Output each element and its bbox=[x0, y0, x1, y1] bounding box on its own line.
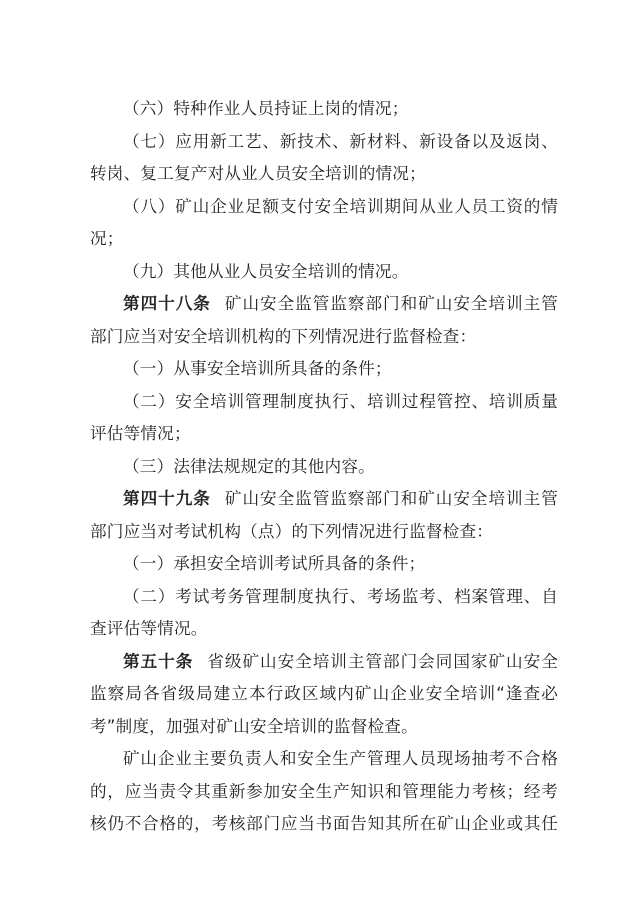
article-48-clause-2-line-2 bbox=[90, 418, 558, 451]
article-number: 第五十条 bbox=[123, 651, 194, 671]
line-text: 评估等情况； bbox=[90, 424, 191, 443]
line-text: 核仍不合格的，考核部门应当书面告知其所在矿山企业或其任 bbox=[90, 814, 558, 833]
clause-7-line-2 bbox=[90, 158, 558, 191]
clause-7-line-1 bbox=[90, 126, 558, 159]
line-text: 矿山安全监管监察部门和矿山安全培训主管 bbox=[224, 489, 558, 508]
paragraph-line-2 bbox=[90, 776, 558, 809]
line-text: 省级矿山安全培训主管部门会同国家矿山安全 bbox=[207, 651, 558, 671]
line-text: 部门应当对安全培训机构的下列情况进行监督检查： bbox=[90, 326, 477, 346]
line-text: 部门应当对考试机构（点）的下列情况进行监督检查： bbox=[90, 521, 494, 541]
article-48-line-1 bbox=[90, 288, 558, 321]
paragraph-line-1 bbox=[90, 743, 558, 776]
article-49-clause-2-line-1 bbox=[90, 581, 558, 614]
line-text: 监察局各省级局建立本行政区域内矿山企业安全培训“逢查必 bbox=[90, 684, 558, 703]
line-text: （八）矿山企业足额支付安全培训期间从业人员工资的情 bbox=[123, 196, 558, 216]
line-text: （三）法律法规规定的其他内容。 bbox=[123, 456, 375, 476]
line-text: （九）其他从业人员安全培训的情况。 bbox=[123, 261, 409, 281]
paragraph-line-3 bbox=[90, 808, 558, 841]
article-49-line-1 bbox=[90, 483, 558, 516]
line-text: 矿山安全监管监察部门和矿山安全培训主管 bbox=[224, 294, 558, 313]
article-49-clause-1 bbox=[90, 548, 558, 581]
line-text: （二）考试考务管理制度执行、考场监考、档案管理、自 bbox=[123, 586, 558, 606]
article-48-clause-3 bbox=[90, 451, 558, 484]
article-50-line-2 bbox=[90, 678, 558, 711]
article-49-clause-2-line-2 bbox=[90, 613, 558, 646]
line-text: 况； bbox=[90, 229, 124, 248]
article-49-line-2 bbox=[90, 516, 558, 549]
article-50-line-1 bbox=[90, 646, 558, 679]
line-text: （一）承担安全培训考试所具备的条件； bbox=[123, 554, 426, 573]
line-text: （七）应用新工艺、新技术、新材料、新设备以及返岗、 bbox=[123, 131, 558, 151]
article-48-line-2 bbox=[90, 321, 558, 354]
line-text: 的，应当责令其重新参加安全生产知识和管理能力考核；经考 bbox=[90, 781, 558, 801]
article-48-clause-2-line-1 bbox=[90, 386, 558, 419]
clause-8-line-1 bbox=[90, 191, 558, 224]
document-body bbox=[90, 93, 558, 841]
article-number: 第四十八条 bbox=[123, 294, 211, 313]
line-text: （六）特种作业人员持证上岗的情况； bbox=[123, 99, 409, 118]
line-text: 考”制度，加强对矿山安全培训的监督检查。 bbox=[90, 716, 418, 736]
clause-8-line-2 bbox=[90, 223, 558, 256]
clause-6-line bbox=[90, 93, 558, 126]
line-text: 矿山企业主要负责人和安全生产管理人员现场抽考不合格 bbox=[123, 749, 558, 768]
article-number: 第四十九条 bbox=[123, 489, 211, 508]
article-50-line-3 bbox=[90, 711, 558, 744]
clause-9-line bbox=[90, 256, 558, 289]
line-text: 查评估等情况。 bbox=[90, 619, 208, 638]
article-48-clause-1 bbox=[90, 353, 558, 386]
line-text: 转岗、复工复产对从业人员安全培训的情况； bbox=[90, 164, 426, 183]
line-text: （一）从事安全培训所具备的条件； bbox=[123, 359, 392, 378]
line-text: （二）安全培训管理制度执行、培训过程管控、培训质量 bbox=[123, 391, 558, 411]
